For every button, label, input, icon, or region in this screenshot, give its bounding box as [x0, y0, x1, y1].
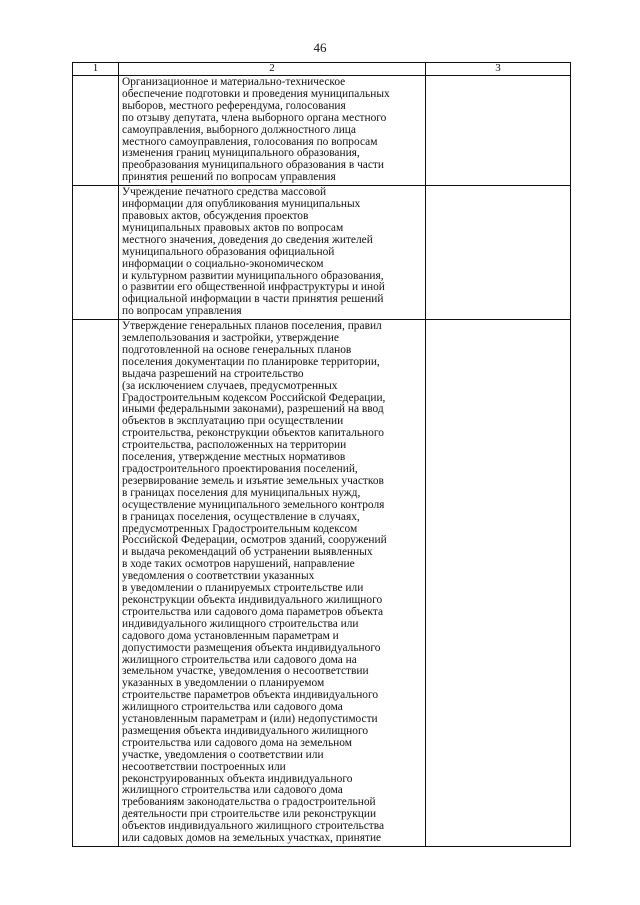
row-text: Утверждение генеральных планов поселения, правил землепользования и застройки, утверждение подготовленной на основе генеральных планов поселения документации по планировке территории, выдача разрешений на строительство (за исключением случаев, предусмотренных Градостроительным кодексом Российской Федерации, иными федеральными законами), разрешений на ввод объектов в эксплуатацию при осуществлении строительства, реконструкции объектов капитального строительства, расположенных на территории поселения, утверждение местных нормативов градостроительного проектирования поселений, резервирование земель и изъятие земельных участков в границах поселения для муниципальных нужд, осуществление муниципального земельного контроля в границах поселения, осуществление в случаях, предусмотренных Градостроительным кодексом Российской Федерации, осмотров зданий, сооружений и выдача рекомендаций об устранении выявленных в ходе таких осмотров нарушений, направление уведомления о соответствии указанных в уведомлении о планируемых строительстве или реконструкции объекта индивидуального жилищного строительства или садового дома параметров объекта индивидуального жилищного строительства или садового дома установленным параметрам и допустимости размещения объекта индивидуального жилищного строительства или садового дома на земельном участке, уведомления о несоответствии указанных в уведомлении о планируемом строительстве параметров объекта индивидуального жилищного строительства или садового дома установленным параметрам и (или) недопустимости размещения объекта индивидуального жилищного строительства или садового дома на земельном участке, уведомления о соответствии или несоответствии построенных или реконструированных объекта индивидуального жилищного строительства или садового дома требованиям законодательства о градостроительной деятельности при строительстве или реконструкции объектов индивидуального жилищного строительства или садовых домов на земельных участках, принятие [122, 320, 387, 845]
table-header-row [73, 63, 571, 76]
page-number: 46 [313, 40, 327, 55]
table-cell-col1 [73, 76, 119, 186]
row-text: Организационное и материально-техническое обеспечение подготовки и проведения муниципальных выборов, местного референдума, голосования по отзыву депутата, члена выборного органа местного самоуправления, выборного должностного лица местного самоуправления, голосования по вопросам изменения границ муниципального образования, преобразования муниципального образования в части принятия решений по вопросам управления [122, 76, 390, 184]
table-cell-col3 [426, 320, 571, 847]
row-text: Учреждение печатного средства массовой информации для опубликования муниципальных правовых актов, обсуждения проектов муниципальных правовых актов по вопросам местного значения, доведения до сведения жителей муниципального образования официальной информации о социально-экономическом и культурном развитии муниципального образования, о развитии его общественной инфраструктуры и иной официальной информации в части принятия решений по вопросам управления [122, 186, 385, 318]
column-header-3: 3 [426, 63, 571, 76]
table-cell-col2 [119, 76, 426, 186]
table-cell-col1 [73, 320, 119, 847]
table-cell-col1 [73, 186, 119, 320]
table-row [73, 320, 571, 847]
document-table [72, 62, 571, 847]
table-row [73, 76, 571, 186]
column-header-1: 1 [73, 63, 119, 76]
column-header-2: 2 [119, 63, 426, 76]
table-cell-col3 [426, 76, 571, 186]
table-cell-col2 [119, 186, 426, 320]
table-cell-col2 [119, 320, 426, 847]
table-cell-col3 [426, 186, 571, 320]
table-row [73, 186, 571, 320]
